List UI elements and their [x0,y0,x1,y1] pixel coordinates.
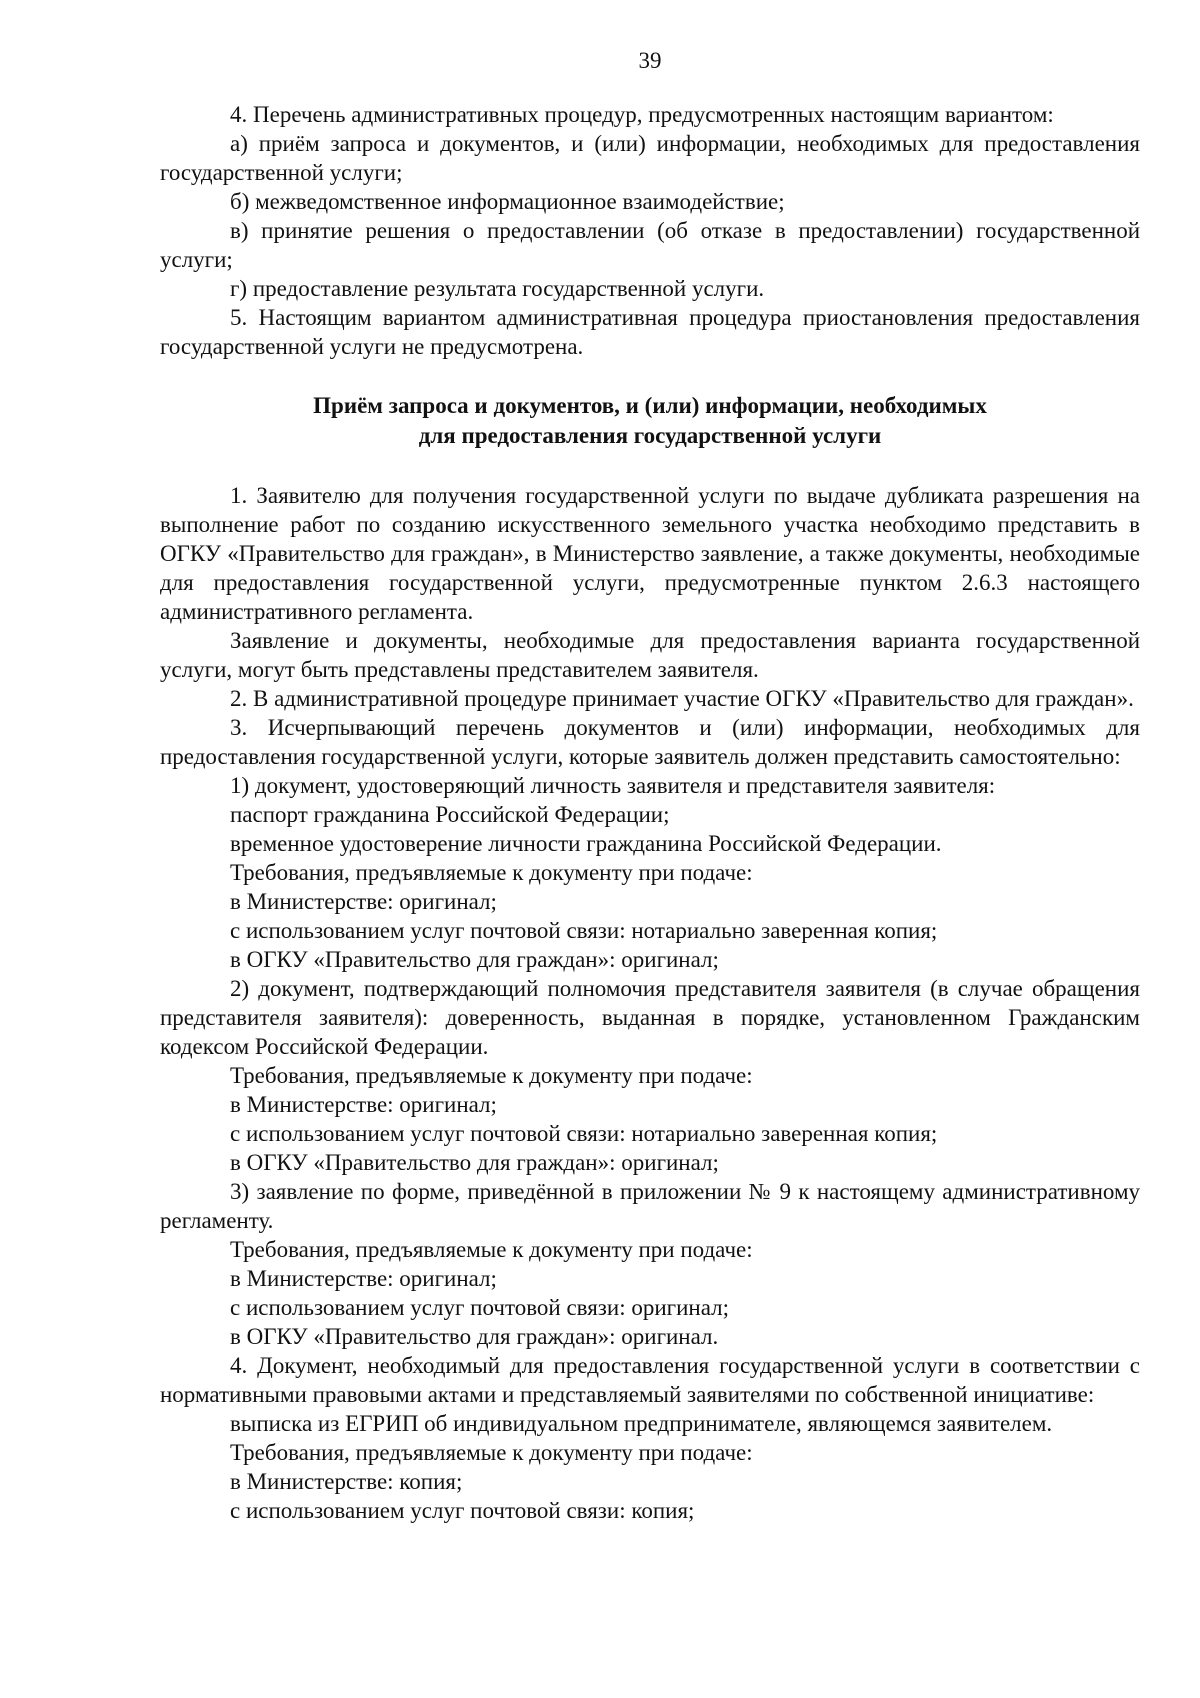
paragraph: б) межведомственное информационное взаимодействие; [230,189,785,214]
paragraph: паспорт гражданина Российской Федерации; [230,802,670,827]
section-heading-line: Приём запроса и документов, и (или) информации, необходимых [313,393,987,418]
paragraph: Требования, предъявляемые к документу при подаче: [230,1237,753,1262]
paragraph: в ОГКУ «Правительство для граждан»: оригинал. [230,1324,719,1349]
paragraph: 2) документ, подтверждающий полномочия представителя заявителя (в случае обращения представителя заявителя): доверенность, выданная в порядке, установленном Гражданским кодексом Российской Федерации. [160,976,1140,1059]
paragraph: 1) документ, удостоверяющий личность заявителя и представителя заявителя: [230,773,996,798]
paragraph: 2. В административной процедуре принимает участие ОГКУ «Правительство для граждан». [230,686,1134,711]
paragraph: с использованием услуг почтовой связи: копия; [230,1498,695,1523]
paragraph: Требования, предъявляемые к документу при подаче: [230,1063,753,1088]
section-heading-line: для предоставления государственной услуги [418,423,882,448]
paragraph: 3. Исчерпывающий перечень документов и (или) информации, необходимых для предоставления государственной услуги, которые заявитель должен представить самостоятельно: [160,715,1140,769]
paragraph: в Министерстве: оригинал; [230,889,497,914]
paragraph: с использованием услуг почтовой связи: нотариально заверенная копия; [230,1121,938,1146]
paragraph: Требования, предъявляемые к документу при подаче: [230,1440,753,1465]
paragraph: 3) заявление по форме, приведённой в приложении № 9 к настоящему административному регламенту. [160,1179,1140,1233]
paragraph: с использованием услуг почтовой связи: нотариально заверенная копия; [230,918,938,943]
paragraph: 4. Документ, необходимый для предоставления государственной услуги в соответствии с нормативными правовыми актами и представляемый заявителями по собственной инициативе: [160,1353,1140,1407]
paragraph: в ОГКУ «Правительство для граждан»: оригинал; [230,1150,719,1175]
section-heading [160,391,1140,451]
paragraph: временное удостоверение личности гражданина Российской Федерации. [230,831,942,856]
paragraph: Заявление и документы, необходимые для предоставления варианта государственной услуги, могут быть представлены представителем заявителя. [160,628,1140,682]
paragraph: 1. Заявителю для получения государственной услуги по выдаче дубликата разрешения на выполнение работ по созданию искусственного земельного участка необходимо представить в ОГКУ «Правительство для граждан», в Министерство заявление, а также документы, необходимые для предоставления государственной услуги, предусмотренные пунктом 2.6.3 настоящего административного регламента. [160,483,1140,624]
paragraph: а) приём запроса и документов, и (или) информации, необходимых для предоставления государственной услуги; [160,131,1140,185]
paragraph: г) предоставление результата государственной услуги. [230,276,765,301]
paragraph: выписка из ЕГРИП об индивидуальном предпринимателе, являющемся заявителем. [230,1411,1053,1436]
paragraph: в Министерстве: копия; [230,1469,463,1494]
page-number: 39 [638,48,662,73]
section-body [160,481,1140,1525]
paragraph: в Министерстве: оригинал; [230,1266,497,1291]
paragraph: 4. Перечень административных процедур, предусмотренных настоящим вариантом: [230,102,1054,127]
paragraph: 5. Настоящим вариантом административная процедура приостановления предоставления государственной услуги не предусмотрена. [160,305,1140,359]
paragraph: в Министерстве: оригинал; [230,1092,497,1117]
paragraph: в) принятие решения о предоставлении (об отказе в предоставлении) государственной услуги; [160,218,1140,272]
procedures-list [160,100,1140,361]
document-body [160,100,1140,1525]
paragraph: Требования, предъявляемые к документу при подаче: [230,860,753,885]
paragraph: с использованием услуг почтовой связи: оригинал; [230,1295,729,1320]
paragraph: в ОГКУ «Правительство для граждан»: оригинал; [230,947,719,972]
